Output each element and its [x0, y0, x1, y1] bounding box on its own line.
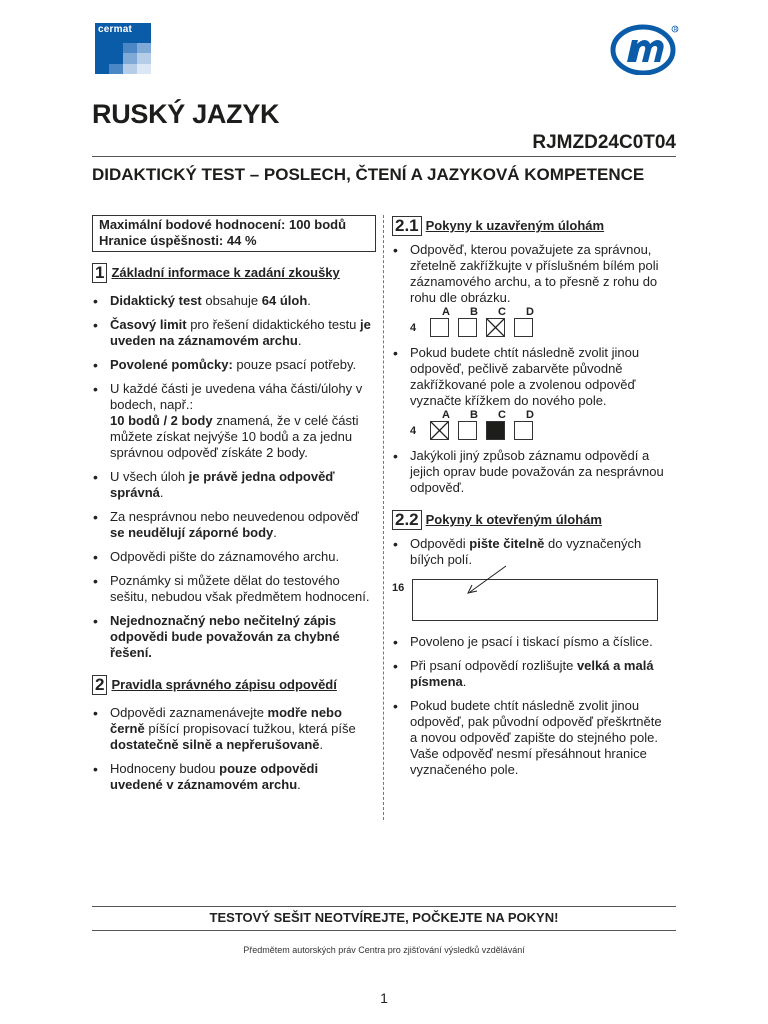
answer-box [430, 318, 449, 337]
section-2-1-list [392, 242, 682, 496]
section-2-2-header [392, 510, 682, 530]
list-item: • Pokud budete chtít následně zvolit jinou odpověď, pak původní odpověď přeškrtněte a novou odpověď zapište do stejného pole. Vaše odpověď nesmí přesáhnout hranice vyznačeného pole. [392, 698, 672, 778]
answer-box-filled [486, 421, 505, 440]
open-answer-example [392, 576, 682, 624]
section-number: 2.2 [392, 510, 422, 530]
option-letter: C [498, 409, 506, 421]
section-title: Pokyny k otevřeným úlohám [425, 512, 602, 527]
section-title: Pravidla správného zápisu odpovědí [111, 677, 337, 692]
answer-box-crossed [486, 318, 505, 337]
list-item: • Didaktický test obsahuje 64 úloh. [92, 293, 374, 309]
page-number: 1 [380, 990, 388, 1006]
do-not-open-warning: TESTOVÝ SEŠIT NEOTVÍREJTE, POČKEJTE NA POKYN! [209, 910, 559, 925]
score-box [92, 215, 376, 252]
list-item: • U všech úloh je právě jedna odpověď správná. [92, 469, 374, 501]
subject-title: RUSKÝ JAZYK [92, 99, 280, 129]
list-item: • Hodnoceny budou pouze odpovědi uvedené v záznamovém archu. [92, 761, 374, 793]
section-title: Základní informace k zadání zkoušky [111, 265, 340, 280]
question-number: 4 [410, 321, 417, 334]
test-code: RJMZD24C0T04 [532, 132, 676, 153]
divider [92, 156, 676, 157]
section-2-1-header [392, 216, 682, 236]
list-item: • Za nesprávnou nebo neuvedenou odpověď se neudělují záporné body. [92, 509, 374, 541]
answer-example-cross [410, 307, 672, 337]
section-title: Pokyny k uzavřeným úlohám [425, 218, 605, 233]
right-column [392, 216, 682, 786]
list-item: • Poznámky si můžete dělat do testového sešitu, nebudou však předmětem hodnocení. [92, 573, 374, 605]
list-item: • Nejednoznačný nebo nečitelný zápis odpovědi bude považován za chybné řešení. [92, 613, 374, 661]
list-item: • U každé části je uvedena váha části/úlohy v bodech, např.: 10 bodů / 2 body znamená, že v celé části můžete získat nejvýše 10 bodů a za jednu správnou odpověď získáte 2 body. [92, 381, 374, 461]
list-item: • Jakýkoli jiný způsob záznamu odpovědí a jejich oprav bude považován za nesprávnou odpověď. [392, 448, 672, 496]
divider [92, 930, 676, 931]
section-2-2-list [392, 536, 682, 568]
list-item: • Odpovědi zaznamenávejte modře nebo černě píšící propisovací tužkou, která píše dostatečně silně a nepřerušovaně. [92, 705, 374, 753]
svg-text:R: R [673, 27, 678, 33]
list-item: • Odpovědi pište do záznamového archu. [92, 549, 374, 565]
copyright-note: Předmětem autorských práv Centra pro zjišťování výsledků vzdělávání [243, 945, 525, 955]
list-item: • Povoleno je psací i tiskací písmo a číslice. [392, 634, 672, 650]
column-divider [383, 215, 384, 820]
test-title: DIDAKTICKÝ TEST – POSLECH, ČTENÍ A JAZYKOVÁ KOMPETENCE [92, 165, 645, 184]
pass-threshold: Hranice úspěšnosti: 44 % [99, 233, 257, 248]
answer-box [458, 318, 477, 337]
question-number: 16 [392, 582, 405, 594]
section-1-header [92, 263, 374, 283]
list-item: • Povolené pomůcky: pouze psací potřeby. [92, 357, 374, 373]
left-column [92, 263, 374, 801]
section-number: 2 [92, 675, 107, 695]
option-letter: C [498, 306, 506, 318]
list-item: • Pokud budete chtít následně zvolit jinou odpověď, pečlivě zabarvěte původně zakřížkované pole a zvolenou odpověď vyznačte křížkem do nového pole. A B C D 4 [392, 345, 672, 440]
option-letter: B [470, 409, 478, 421]
section-number: 2.1 [392, 216, 422, 236]
option-letter: A [442, 306, 450, 318]
answer-box-crossed [430, 421, 449, 440]
list-item: • Při psaní odpovědí rozlišujte velká a malá písmena. [392, 658, 672, 690]
answer-box [458, 421, 477, 440]
answer-example-correction [410, 410, 672, 440]
section-1-list [92, 293, 374, 661]
maturita-logo [610, 23, 680, 75]
list-item: • Časový limit pro řešení didaktického testu je uveden na záznamovém archu. [92, 317, 374, 349]
option-letter: A [442, 409, 450, 421]
option-letter: D [526, 306, 534, 318]
cermat-logo-text: cermat [98, 24, 132, 35]
option-letter: B [470, 306, 478, 318]
answer-box [514, 318, 533, 337]
option-letter: D [526, 409, 534, 421]
list-item: • Odpověď, kterou považujete za správnou, zřetelně zakřížkujte v příslušném bílém poli záznamového archu, a to přesně z rohu do rohu dle obrázku. A B C D 4 [392, 242, 672, 337]
answer-box [514, 421, 533, 440]
max-score: Maximální bodové hodnocení: 100 bodů [99, 217, 347, 232]
section-2-2-list-more [392, 634, 682, 778]
section-2-list [92, 705, 374, 793]
section-2-header [92, 675, 374, 695]
arrow-icon [448, 564, 508, 598]
question-number: 4 [410, 424, 417, 437]
list-item: • Odpovědi pište čitelně do vyznačených bílých polí. [392, 536, 672, 568]
section-number: 1 [92, 263, 107, 283]
divider [92, 906, 676, 907]
